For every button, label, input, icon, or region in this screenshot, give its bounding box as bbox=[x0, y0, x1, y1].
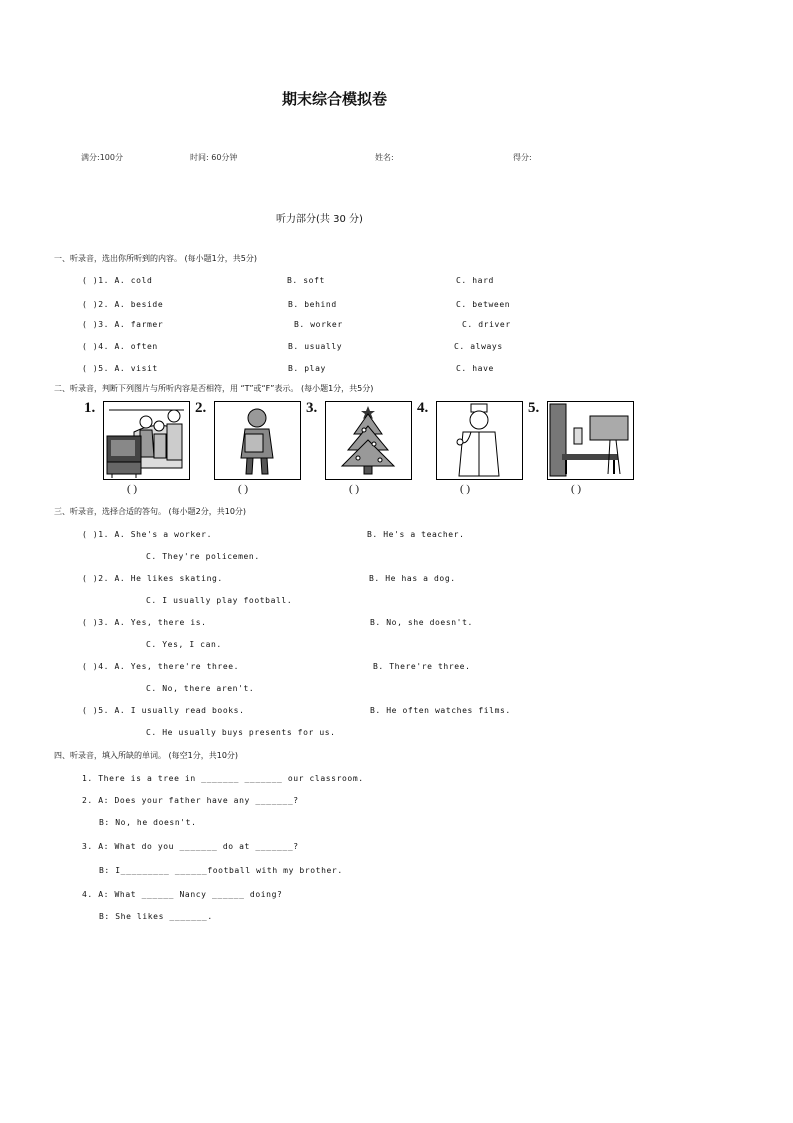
man-reading-picture bbox=[214, 401, 301, 480]
page-title: 期末综合模拟卷 bbox=[282, 90, 388, 108]
s3-q2: ( )2. A. He likes skating. bbox=[82, 574, 223, 583]
classroom-picture bbox=[547, 401, 634, 480]
s1-q3: ( )3. A. farmer bbox=[82, 320, 164, 329]
s4-line: 1. There is a tree in _______ _______ our classroom. bbox=[82, 774, 364, 783]
answer-blank[interactable]: ( ) bbox=[349, 483, 360, 495]
s4-line: B: I_________ ______football with my brother. bbox=[99, 866, 343, 875]
answer-blank[interactable]: ( ) bbox=[127, 483, 138, 495]
s3-q3-b: B. No, she doesn't. bbox=[370, 618, 473, 627]
s3-q5-b: B. He often watches films. bbox=[370, 706, 511, 715]
s3-q4-c: C. No, there aren't. bbox=[146, 684, 255, 693]
s1-q4-c: C. always bbox=[454, 342, 503, 351]
total-score-label: 满分:100分 bbox=[81, 153, 123, 162]
score-label: 得分: bbox=[513, 153, 532, 162]
picture-number: 5. bbox=[528, 400, 540, 416]
s3-q5-c: C. He usually buys presents for us. bbox=[146, 728, 336, 737]
picture-number: 3. bbox=[306, 400, 318, 416]
answer-blank[interactable]: ( ) bbox=[571, 483, 582, 495]
s1-q2: ( )2. A. beside bbox=[82, 300, 164, 309]
s1-q2-c: C. between bbox=[456, 300, 511, 309]
s3-q3-c: C. Yes, I can. bbox=[146, 640, 222, 649]
name-label: 姓名: bbox=[375, 153, 394, 162]
time-label: 时间: 60分钟 bbox=[190, 153, 238, 162]
section3-heading: 三、听录音，选择合适的答句。 (每小题2分，共10分) bbox=[54, 507, 247, 516]
s3-q2-b: B. He has a dog. bbox=[369, 574, 456, 583]
s4-line: 4. A: What ______ Nancy ______ doing? bbox=[82, 890, 283, 899]
section4-heading: 四、听录音，填入所缺的单词。 (每空1分，共10分) bbox=[54, 751, 239, 760]
s3-q1-b: B. He's a teacher. bbox=[367, 530, 465, 539]
answer-blank[interactable]: ( ) bbox=[238, 483, 249, 495]
family-tv-picture bbox=[103, 401, 190, 480]
answer-blank[interactable]: ( ) bbox=[460, 483, 471, 495]
s3-q4: ( )4. A. Yes, there're three. bbox=[82, 662, 240, 671]
s4-line: 3. A: What do you _______ do at _______? bbox=[82, 842, 299, 851]
picture-number: 4. bbox=[417, 400, 429, 416]
s1-q5-c: C. have bbox=[456, 364, 494, 373]
s1-q4-b: B. usually bbox=[288, 342, 343, 351]
s4-line: B: She likes _______. bbox=[99, 912, 213, 921]
s1-q1-c: C. hard bbox=[456, 276, 494, 285]
s3-q1: ( )1. A. She's a worker. bbox=[82, 530, 212, 539]
section2-heading: 二、听录音，判断下列图片与所听内容是否相符，用 “T”或“F”表示。 (每小题1分，共5分) bbox=[54, 384, 374, 393]
s3-q3: ( )3. A. Yes, there is. bbox=[82, 618, 207, 627]
s3-q4-b: B. There're three. bbox=[373, 662, 471, 671]
picture-number: 2. bbox=[195, 400, 207, 416]
s1-q1: ( )1. A. cold bbox=[82, 276, 153, 285]
s1-q5: ( )5. A. visit bbox=[82, 364, 158, 373]
s1-q3-c: C. driver bbox=[462, 320, 511, 329]
picture-number: 1. bbox=[84, 400, 96, 416]
s1-q4: ( )4. A. often bbox=[82, 342, 158, 351]
section1-heading: 一、听录音，选出你所听到的内容。 (每小题1分，共5分) bbox=[54, 254, 257, 263]
listening-part-heading: 听力部分(共 30 分) bbox=[276, 214, 363, 225]
s4-line: B: No, he doesn't. bbox=[99, 818, 197, 827]
s3-q5: ( )5. A. I usually read books. bbox=[82, 706, 245, 715]
doctor-picture bbox=[436, 401, 523, 480]
s3-q1-c: C. They're policemen. bbox=[146, 552, 260, 561]
s3-q2-c: C. I usually play football. bbox=[146, 596, 293, 605]
s1-q3-b: B. worker bbox=[294, 320, 343, 329]
christmas-tree-picture bbox=[325, 401, 412, 480]
s4-line: 2. A: Does your father have any _______? bbox=[82, 796, 299, 805]
s1-q2-b: B. behind bbox=[288, 300, 337, 309]
s1-q1-b: B. soft bbox=[287, 276, 325, 285]
s1-q5-b: B. play bbox=[288, 364, 326, 373]
